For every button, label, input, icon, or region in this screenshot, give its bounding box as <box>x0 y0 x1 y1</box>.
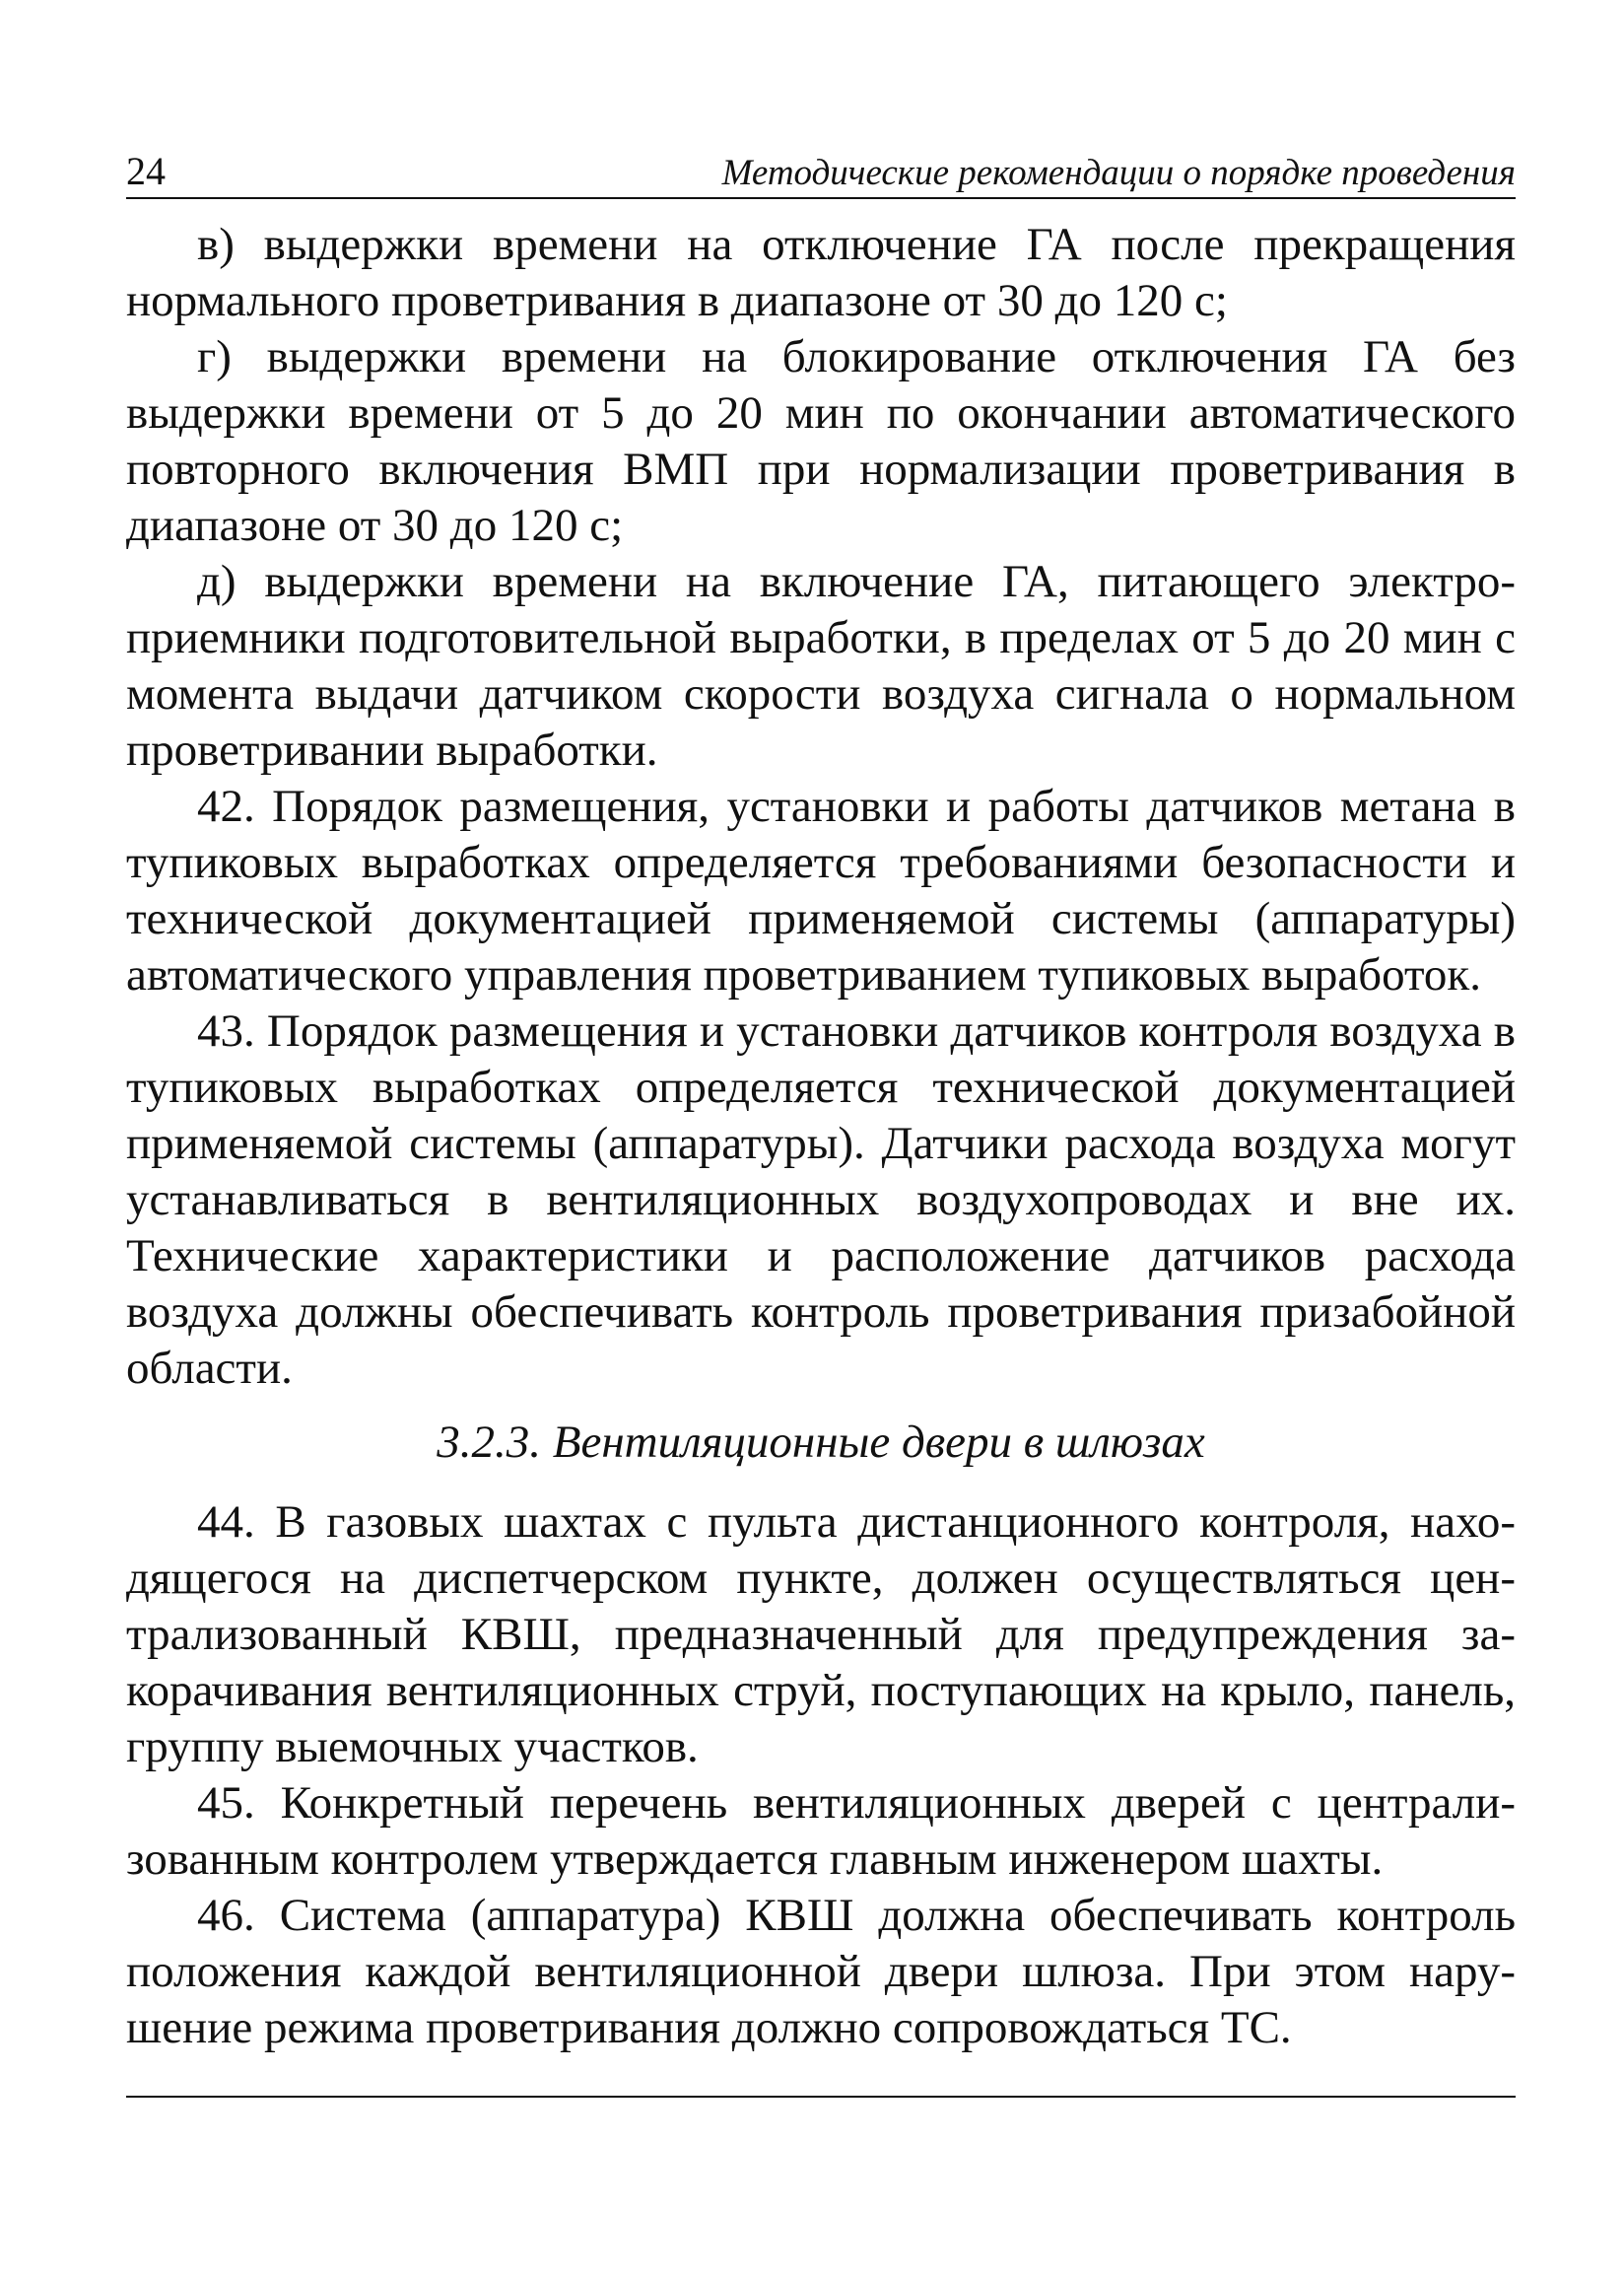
footer-rule <box>126 2096 1516 2098</box>
section-heading: 3.2.3. Вентиляционные двери в шлюзах <box>437 1417 1205 1468</box>
page-number: 24 <box>126 149 166 193</box>
body-text <box>126 217 1516 2056</box>
paragraph-46: 46. Система (аппаратура) КВШ должна обеспечивать контроль положения каждой вентиляционной двери шлюза. При этом нарушение режима проветривания должно сопровождаться ТС. <box>126 1890 1516 2053</box>
running-header <box>126 138 1516 199</box>
paragraph-item-g: г) выдержки времени на блокирование отключения ГА без выдержки времени от 5 до 20 мин по окончании автоматического повторного включения ВМП при нормализации проветривания в диапазоне от 30 до 120 с; <box>126 331 1516 551</box>
paragraph-44: 44. В газовых шахтах с пульта дистанционного контроля, находящегося на диспетчерском пункте, должен осуществляться централизованный КВШ, предназначенный для предупреждения закорачивания вентиляционных струй, поступающих на крыло, панель, группу выемочных участков. <box>126 1496 1516 1772</box>
paragraph-item-d: д) выдержки времени на включение ГА, питающего электроприемники подготовительной выработки, в пределах от 5 до 20 мин с момента выдачи датчиком скорости воздуха сигнала о нормальном проветривании выработки. <box>126 556 1516 776</box>
paragraph-45: 45. Конкретный перечень вентиляционных дверей с централизованным контролем утверждается главным инженером шахты. <box>126 1777 1516 1885</box>
document-page <box>126 138 1516 2056</box>
paragraph-43: 43. Порядок размещения и установки датчиков контроля воздуха в тупиковых выработках определяется технической документацией применяемой системы (аппаратуры). Датчики расхода воздуха могут устанавливаться в вентиляционных воздухопроводах и вне их. Технические характеристики и расположение датчиков расхода воздуха должны обеспечивать контроль проветривания призабойной области. <box>126 1005 1516 1394</box>
paragraph-42: 42. Порядок размещения, установки и работы датчиков метана в тупиковых выработках определяется требованиями безопасности и технической документацией применяемой системы (аппаратуры) автоматического управления проветриванием тупиковых выработок. <box>126 781 1516 1001</box>
running-title: Методические рекомендации о порядке проведения <box>721 153 1516 193</box>
paragraph-item-v: в) выдержки времени на отключение ГА после прекращения нормального проветривания в диапазоне от 30 до 120 с; <box>126 219 1516 326</box>
